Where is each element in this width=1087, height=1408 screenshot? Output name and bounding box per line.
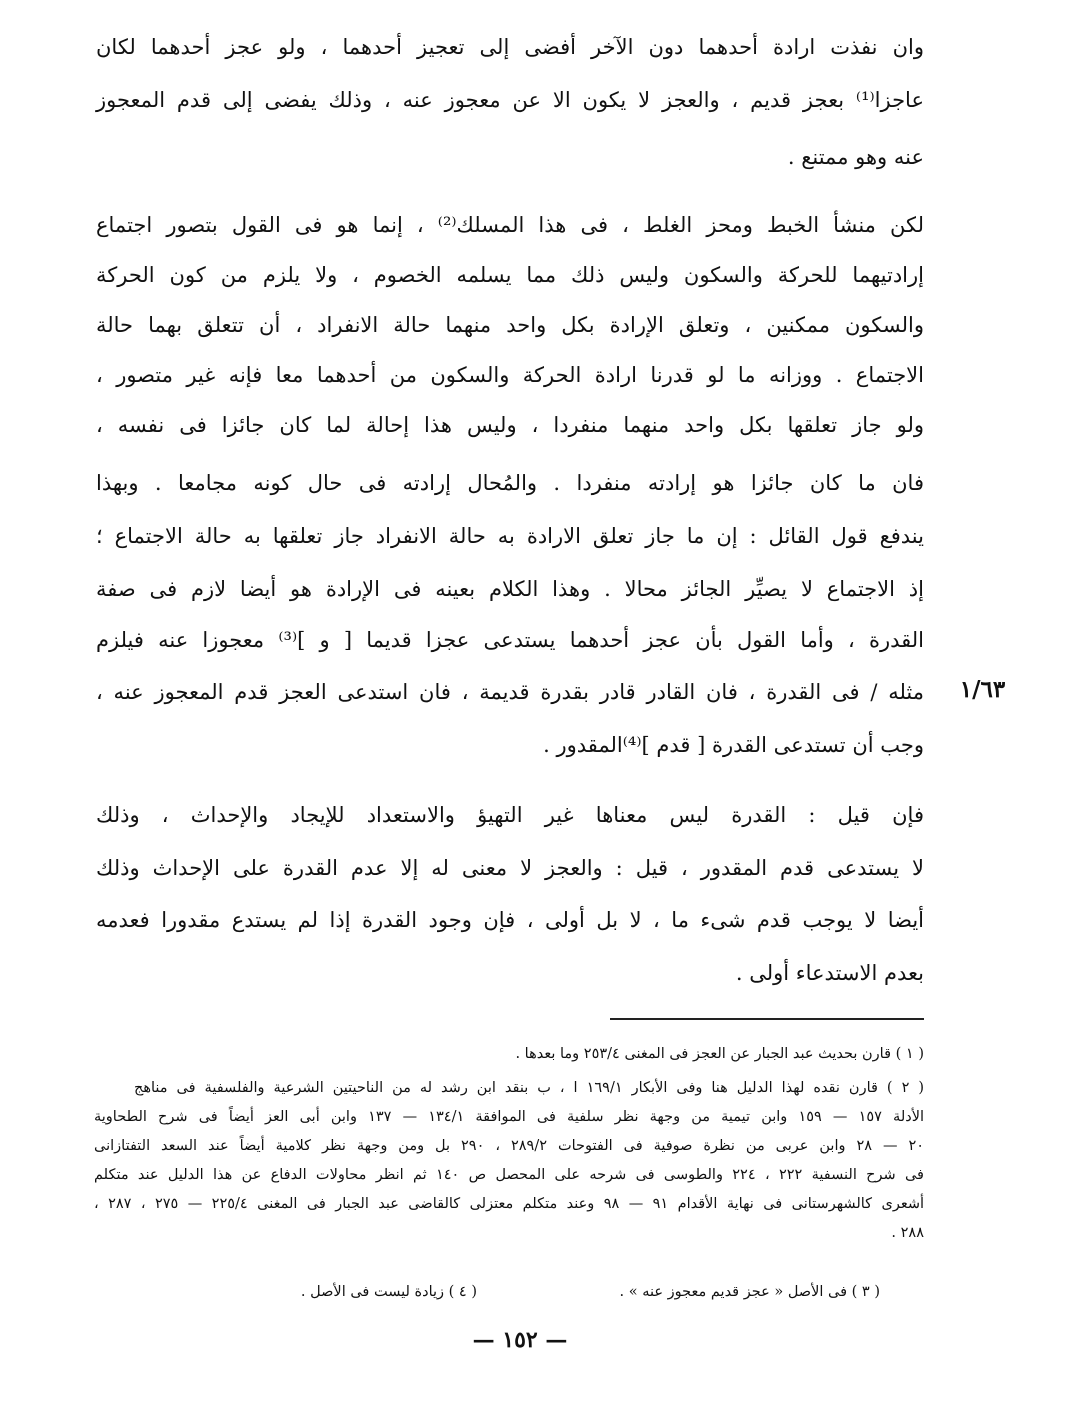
text-line: لكن منشأ الخبط ومحز الغلط ، فى هذا المسلك⁽²⁾ ، إنما هو فى القول بتصور اجتماع bbox=[96, 213, 924, 237]
text-line: يندفع قول القائل : إن ما جاز تعلق الارادة به حالة الانفراد جاز تعلقها به حالة الاجتماع ؛ bbox=[96, 524, 924, 548]
text-line: لا يستدعى قدم المقدور ، قيل : والعجز لا معنى له إلا عدم القدرة على الإحداث وذلك bbox=[96, 856, 924, 880]
text-line: إذ الاجتماع لا يصيِّر الجائز محالا . وهذا الكلام بعينه فى الإرادة هو أيضا لازم فى صفة bbox=[96, 577, 924, 601]
text-line: مثله / فى القدرة ، فان القادر قادر بقدرة قديمة ، فان استدعى العجز قدم المعجوز عنه ، bbox=[96, 680, 924, 704]
text-line: ولو جاز تعلقها بكل واحد منهما منفردا ، وليس هذا إحالة لما كان جائزا فى نفسه ، bbox=[96, 413, 924, 437]
text-line: فان ما كان جائزا هو إرادته منفردا . والمُحال إرادته فى حال كونه مجامعا . وبهذا bbox=[96, 471, 924, 495]
text-line: القدرة ، وأما القول بأن عجز أحدهما يستدعى عجزا قديما [ و ]⁽³⁾ معجوزا عنه فيلزم bbox=[96, 628, 924, 652]
footnote-2-line: ( ٢ ) قارن نقده لهذا الدليل هنا وفى الأبكار ١٦٩/١ ا ، ب بنقد ابن رشد له من الناحيتين الشرعية والفلسفية فى مناهج bbox=[134, 1080, 925, 1096]
text-line: عنه وهو ممتنع . bbox=[787, 145, 924, 169]
margin-page-reference: ١/٦٣ bbox=[959, 676, 1006, 703]
footnote-2-line: أشعرى كالشهرستانى فى نهاية الأقدام ٩١ — ٩٨ وعند متكلم معتزلى كالقاضى عبد الجبار فى المغنى ٢٢٥/٤ — ٢٧٥ ، ٢٨٧ ، bbox=[94, 1196, 925, 1212]
text-line: وان نفذت ارادة أحدهما دون الآخر أفضى إلى تعجيز أحدهما ، ولو عجز أحدهما لكان bbox=[96, 35, 924, 59]
footnote-3: ( ٣ ) فى الأصل « عجز قديم معجوز عنه » . bbox=[619, 1284, 880, 1300]
text-line: الاجتماع . ووزانه ما لو قدرنا ارادة الحركة والسكون من أحدهما معا فإنه غير متصور ، bbox=[96, 363, 924, 387]
footnote-4: ( ٤ ) زيادة ليست فى الأصل . bbox=[300, 1284, 477, 1300]
text-line: فإن قيل : القدرة ليس معناها غير التهيؤ والاستعداد للإيجاد والإحداث ، وذلك bbox=[96, 803, 924, 827]
footnote-2-line: الأدلة ١٥٧ — ١٥٩ وابن تيمية من وجهة نظر سلفية فى الموافقة ١٣٤/١ — ١٣٧ وابن أبى العز أيضاً فى شرح الطحاوية bbox=[94, 1109, 925, 1125]
text-line: بعدم الاستدعاء أولى . bbox=[735, 961, 924, 985]
page-number: — ١٥٢ — bbox=[472, 1327, 568, 1353]
footnote-2-line: فى شرح النسفية ٢٢٢ ، ٢٢٤ والطوسى فى شرحه على المحصل ص ١٤٠ ثم انظر محاولات الدفاع عن هذا الدليل عند متكلم bbox=[94, 1167, 924, 1183]
text-line: والسكون ممكنين ، وتعلق الإرادة بكل واحد منهما حالة الانفراد ، أن تتعلق بهما حالة bbox=[96, 313, 924, 337]
text-line: وجب أن تستدعى القدرة [ قدم ]⁽⁴⁾المقدور . bbox=[543, 733, 924, 757]
footnote-1: ( ١ ) قارن بحديث عبد الجبار عن العجز فى المغنى ٢٥٣/٤ وما بعدها . bbox=[515, 1046, 924, 1062]
text-line: أيضا لا يوجب قدم شىء ما ، لا بل أولى ، فإن وجود القدرة إذا لم يستدع مقدورا فعدمه bbox=[96, 908, 924, 932]
footnote-2-line: ٢٨٨ . bbox=[891, 1225, 924, 1241]
footnote-2-line: ٢٠ — ٢٨ وابن عربى من نظرة صوفية فى الفتوحات ٢٨٩/٢ ، ٢٩٠ بل ومن وجهة نظر كلامية أيضاً عند السعد التفتازانى bbox=[94, 1138, 925, 1154]
text-line: عاجزا⁽¹⁾ بعجز قديم ، والعجز لا يكون الا عن معجوز عنه ، وذلك يفضى إلى قدم المعجوز bbox=[96, 88, 924, 112]
footnote-divider bbox=[610, 1018, 924, 1020]
text-line: إرادتيهما للحركة والسكون وليس ذلك مما يسلمه الخصوم ، ولا يلزم من كون الحركة bbox=[96, 263, 924, 287]
